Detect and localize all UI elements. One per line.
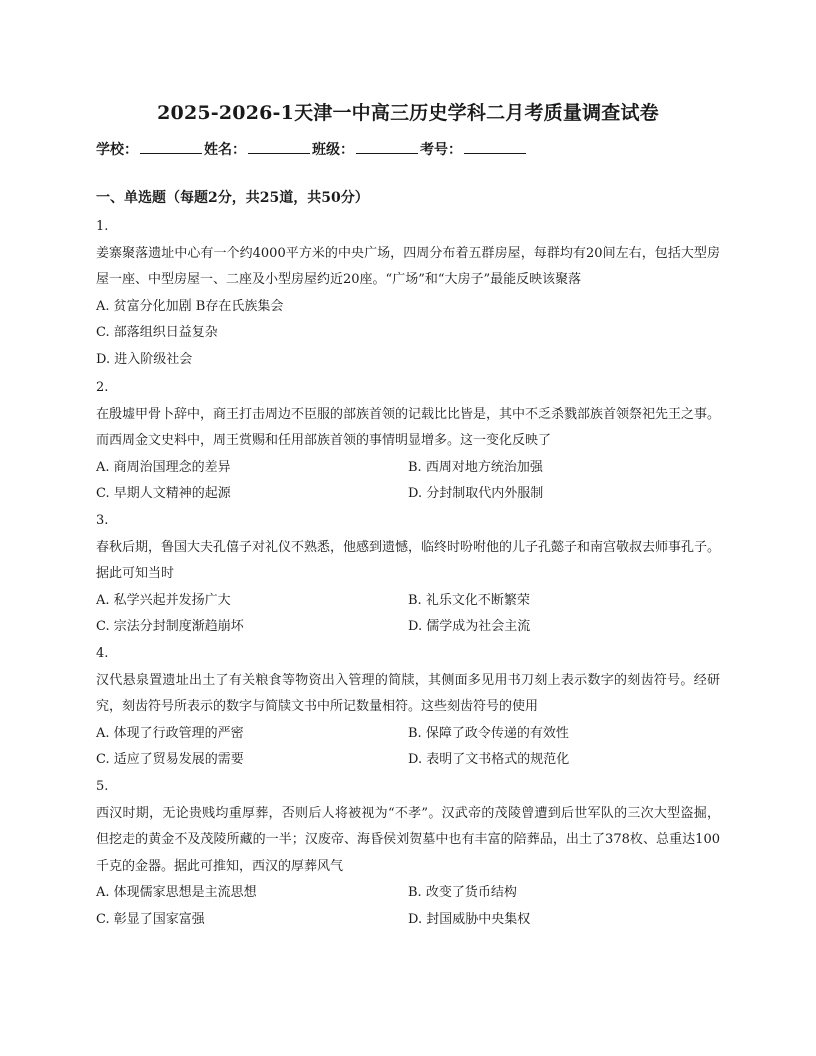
options-grid [96, 588, 720, 641]
option-d[interactable]: D. 进入阶级社会 [96, 351, 193, 367]
options-grid [96, 455, 720, 508]
id-field [420, 139, 528, 159]
option-c[interactable]: C. 部落组织日益复杂 [96, 325, 218, 340]
option-d[interactable]: D. 封国威胁中央集权 [408, 911, 531, 927]
question-1 [96, 214, 720, 373]
options-grid [96, 721, 720, 774]
name-label: 姓名： [204, 142, 246, 158]
question-stem: 汉代悬泉置遗址出土了有关粮食等物资出入管理的简牍，其侧面多见用书刀刻上表示数字的刻齿符号。经研究，刻齿符号所表示的数字与简牍文书中所记数量相符。这些刻齿符号的使用 [96, 672, 720, 714]
option-b[interactable]: B. 西周对地方统治加强 [408, 459, 543, 475]
name-field [204, 139, 312, 159]
option-c[interactable]: C. 彰显了国家富强 [96, 911, 205, 927]
class-blank[interactable] [356, 139, 418, 154]
option-a[interactable]: A. 体现了行政管理的严密 [96, 725, 244, 741]
question-number: 2. [96, 380, 109, 395]
option-b[interactable]: B. 保障了政令传递的有效性 [408, 725, 569, 741]
option-b[interactable]: B. 改变了货币结构 [408, 885, 517, 900]
school-label: 学校： [96, 142, 138, 158]
option-a[interactable]: A. 贫富分化加剧 B存在氏族集会 [96, 298, 284, 314]
question-stem: 在殷墟甲骨卜辞中，商王打击周边不臣服的部族首领的记载比比皆是，其中不乏杀戮部族首领祭祀先王之事。而西周金文史料中，周王赏赐和任用部族首领的事情明显增多。这一变化反映了 [96, 406, 721, 448]
option-a[interactable]: A. 私学兴起并发扬广大 [96, 592, 231, 608]
class-field [312, 139, 420, 159]
school-field [96, 139, 204, 159]
name-blank[interactable] [248, 139, 310, 154]
option-d[interactable]: D. 表明了文书格式的规范化 [408, 752, 570, 767]
section-heading: 一、单选题（每题2分，共25道，共50分） [96, 190, 369, 206]
question-3 [96, 508, 720, 641]
question-5 [96, 774, 720, 933]
question-number: 3. [96, 513, 109, 528]
question-4 [96, 641, 720, 774]
id-blank[interactable] [464, 139, 526, 154]
option-b[interactable]: B. 礼乐文化不断繁荣 [408, 592, 530, 608]
id-label: 考号： [420, 142, 462, 158]
question-stem: 春秋后期，鲁国大夫孔僖子对礼仪不熟悉，他感到遗憾，临终时吩咐他的儿子孔懿子和南宫敬叔去师事孔子。据此可知当时 [96, 539, 721, 581]
option-d[interactable]: D. 儒学成为社会主流 [408, 619, 531, 634]
school-blank[interactable] [140, 139, 202, 154]
option-c[interactable]: C. 早期人文精神的起源 [96, 486, 231, 501]
option-a[interactable]: A. 体现儒家思想是主流思想 [96, 885, 257, 900]
option-c[interactable]: C. 宗法分封制度渐趋崩坏 [96, 619, 244, 634]
question-2 [96, 375, 720, 508]
question-number: 1. [96, 219, 109, 234]
question-stem: 西汉时期，无论贵贱均重厚葬，否则后人将被视为“不孝”。汉武帝的茂陵曾遭到后世军队的三次大型盗掘，但挖走的黄金不及茂陵所藏的一半；汉废帝、海昏侯刘贺墓中也有丰富的陪葬品，出土了378枚、总重达100千克的金器。据此可推知，西汉的厚葬风气 [96, 805, 720, 874]
question-number: 5. [96, 779, 109, 794]
exam-title: 2025-2026-1天津一中高三历史学科二月考质量调查试卷 [157, 102, 659, 124]
question-stem: 姜寨聚落遗址中心有一个约4000平方米的中央广场，四周分布着五群房屋，每群均有20间左右，包括大型房屋一座、中型房屋一、二座及小型房屋约近20座。“广场”和“大房子”最能反映该聚落 [96, 245, 720, 287]
option-d[interactable]: D. 分封制取代内外服制 [408, 486, 544, 501]
option-a[interactable]: A. 商周治国理念的差异 [96, 459, 231, 475]
class-label: 班级： [312, 142, 354, 158]
options-grid [96, 880, 720, 933]
question-number: 4. [96, 646, 109, 661]
student-info-line [96, 139, 528, 159]
option-c[interactable]: C. 适应了贸易发展的需要 [96, 752, 244, 767]
